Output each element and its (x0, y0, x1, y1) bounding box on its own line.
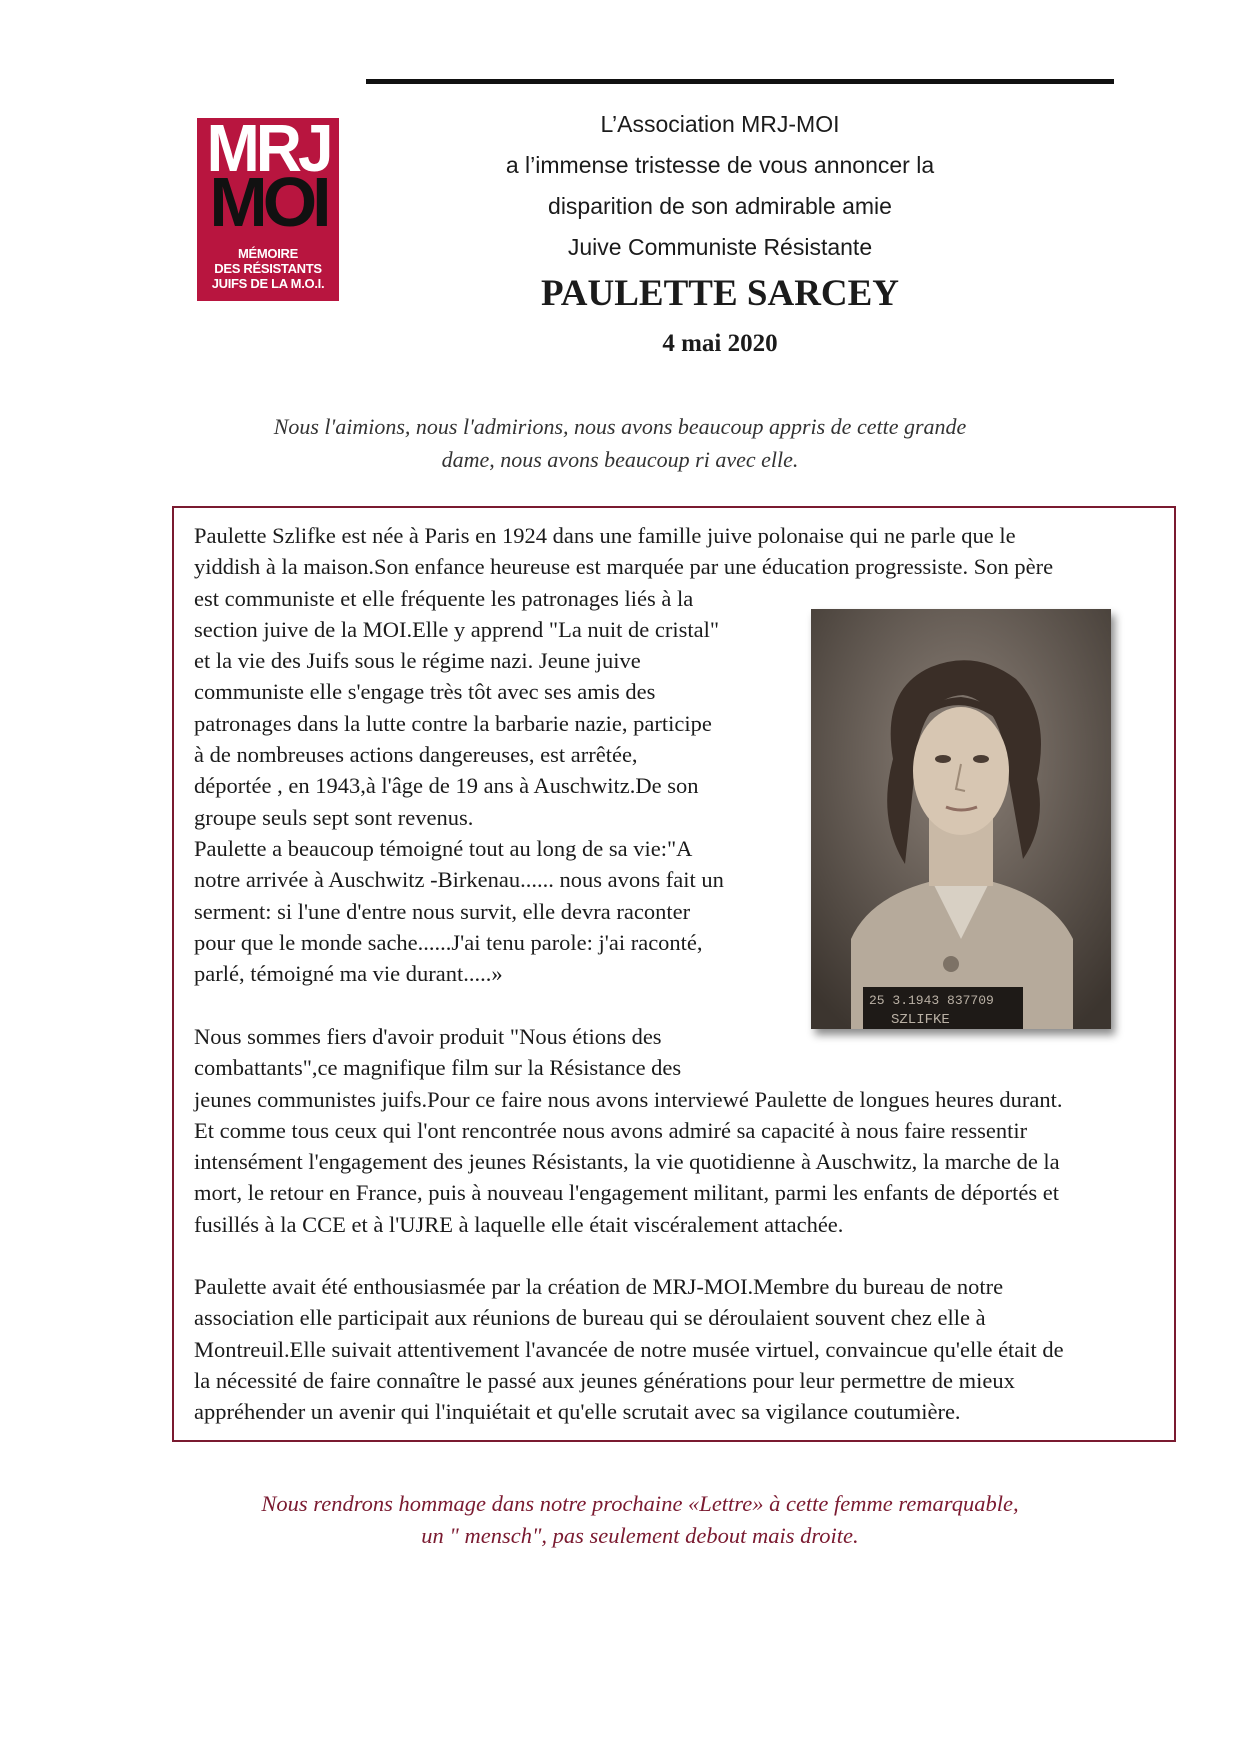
text-line: serment: si l'une d'entre nous survit, elle devra raconter (194, 898, 691, 924)
text-line: mort, le retour en France, puis à nouveau l'engagement militant, parmi les enfants de déportés et (194, 1180, 1060, 1206)
text-line: patronages dans la lutte contre la barbarie nazie, participe (194, 710, 712, 736)
text-line: groupe seuls sept sont revenus. (194, 804, 474, 830)
text-line: déportée , en 1943,à l'âge de 19 ans à Auschwitz.De son (194, 773, 699, 799)
death-date: 4 mai 2020 (662, 330, 778, 357)
intro-line: Nous l'aimions, nous l'admirions, nous avons beaucoup appris de cette grande (273, 414, 967, 439)
text-line: la nécessité de faire connaître le passé aux jeunes générations pour leur permettre de mieux (194, 1367, 1015, 1393)
text-line: Paulette a beaucoup témoigné tout au long de sa vie:"A (194, 835, 693, 861)
closing-tribute (220, 1488, 1060, 1552)
header-line: disparition de son admirable amie (548, 193, 892, 219)
text-line: à de nombreuses actions dangereuses, est arrêtée, (194, 742, 638, 768)
text-line: association elle participait aux réunions de bureau qui se déroulaient souvent chez elle à (194, 1305, 986, 1331)
portrait-photo (811, 609, 1111, 1029)
text-line: jeunes communistes juifs.Pour ce faire nous avons interviewé Paulette de longues heures durant. (194, 1086, 1063, 1112)
text-line: notre arrivée à Auschwitz -Birkenau...... nous avons fait un (194, 867, 724, 893)
header-line: a l’immense tristesse de vous annoncer la (505, 152, 935, 178)
text-line: combattants",ce magnifique film sur la Résistance des (194, 1055, 682, 1081)
text-line: Paulette avait été enthousiasmée par la création de MRJ-MOI.Membre du bureau de notre (194, 1274, 1004, 1299)
logo-subtitle-line: DES RÉSISTANTS (214, 261, 322, 276)
text-line: section juive de la MOI.Elle y apprend "La nuit de cristal" (194, 616, 720, 642)
text-line: Et comme tous ceux qui l'ont rencontrée nous avons admiré sa capacité à nous faire ressentir (194, 1117, 1028, 1143)
photo-plate-name: SZLIFKE (891, 1012, 950, 1028)
logo-mrj-text: MRJ (206, 118, 330, 186)
logo-subtitle-line: MÉMOIRE (237, 246, 298, 261)
text-line: pour que le monde sache......J'ai tenu parole: j'ai raconté, (194, 929, 703, 955)
text-line: Montreuil.Elle suivait attentivement l'avancée de notre musée virtuel, convaincue qu'elle était de (194, 1336, 1064, 1362)
biography-paragraph-3 (194, 1271, 1064, 1427)
text-line: fusillés à la CCE et à l'UJRE à laquelle elle était viscéralement attachée. (194, 1211, 844, 1237)
closing-line: un " mensch", pas seulement debout mais droite. (421, 1523, 859, 1548)
mrj-moi-logo (197, 118, 339, 301)
top-rule (366, 79, 1114, 84)
intro-line: dame, nous avons beaucoup ri avec elle. (441, 447, 799, 472)
header-line: Juive Communiste Résistante (567, 234, 873, 260)
logo-subtitle-line: JUIFS DE LA M.O.I. (211, 276, 325, 291)
text-line: appréhender un avenir qui l'inquiétait et qu'elle scrutait avec sa vigilance coutumière. (194, 1399, 961, 1425)
biography-paragraph-2 (194, 1021, 1063, 1240)
logo-subtitle (197, 246, 339, 291)
text-line: Paulette Szlifke est née à Paris en 1924 dans une famille juive polonaise qui ne parle que le (194, 523, 1016, 548)
text-line: et la vie des Juifs sous le régime nazi. Jeune juive (194, 648, 641, 674)
closing-line: Nous rendrons hommage dans notre prochaine «Lettre» à cette femme remarquable, (261, 1491, 1019, 1516)
text-line: yiddish à la maison.Son enfance heureuse est marquée par une éducation progressiste. Son père (194, 554, 1054, 580)
text-line: intensément l'engagement des jeunes Résistants, la vie quotidienne à Auschwitz, la marche de la (194, 1149, 1060, 1175)
text-line: est communiste et elle fréquente les patronages liés à la (194, 585, 694, 611)
intro-quote (220, 410, 1020, 476)
text-line: parlé, témoigné ma vie durant.....» (194, 961, 503, 987)
header-line: L’Association MRJ-MOI (600, 111, 840, 137)
announcement-header (420, 104, 1020, 268)
deceased-name: PAULETTE SARCEY (540, 273, 900, 314)
text-line: communiste elle s'engage très tôt avec ses amis des (194, 679, 656, 705)
logo-moi-text: MOI (209, 163, 327, 241)
photo-plate-number: 25 3.1943 837709 (869, 993, 994, 1008)
portrait-illustration (811, 609, 1111, 1029)
text-line: Nous sommes fiers d'avoir produit "Nous étions des (194, 1024, 662, 1049)
